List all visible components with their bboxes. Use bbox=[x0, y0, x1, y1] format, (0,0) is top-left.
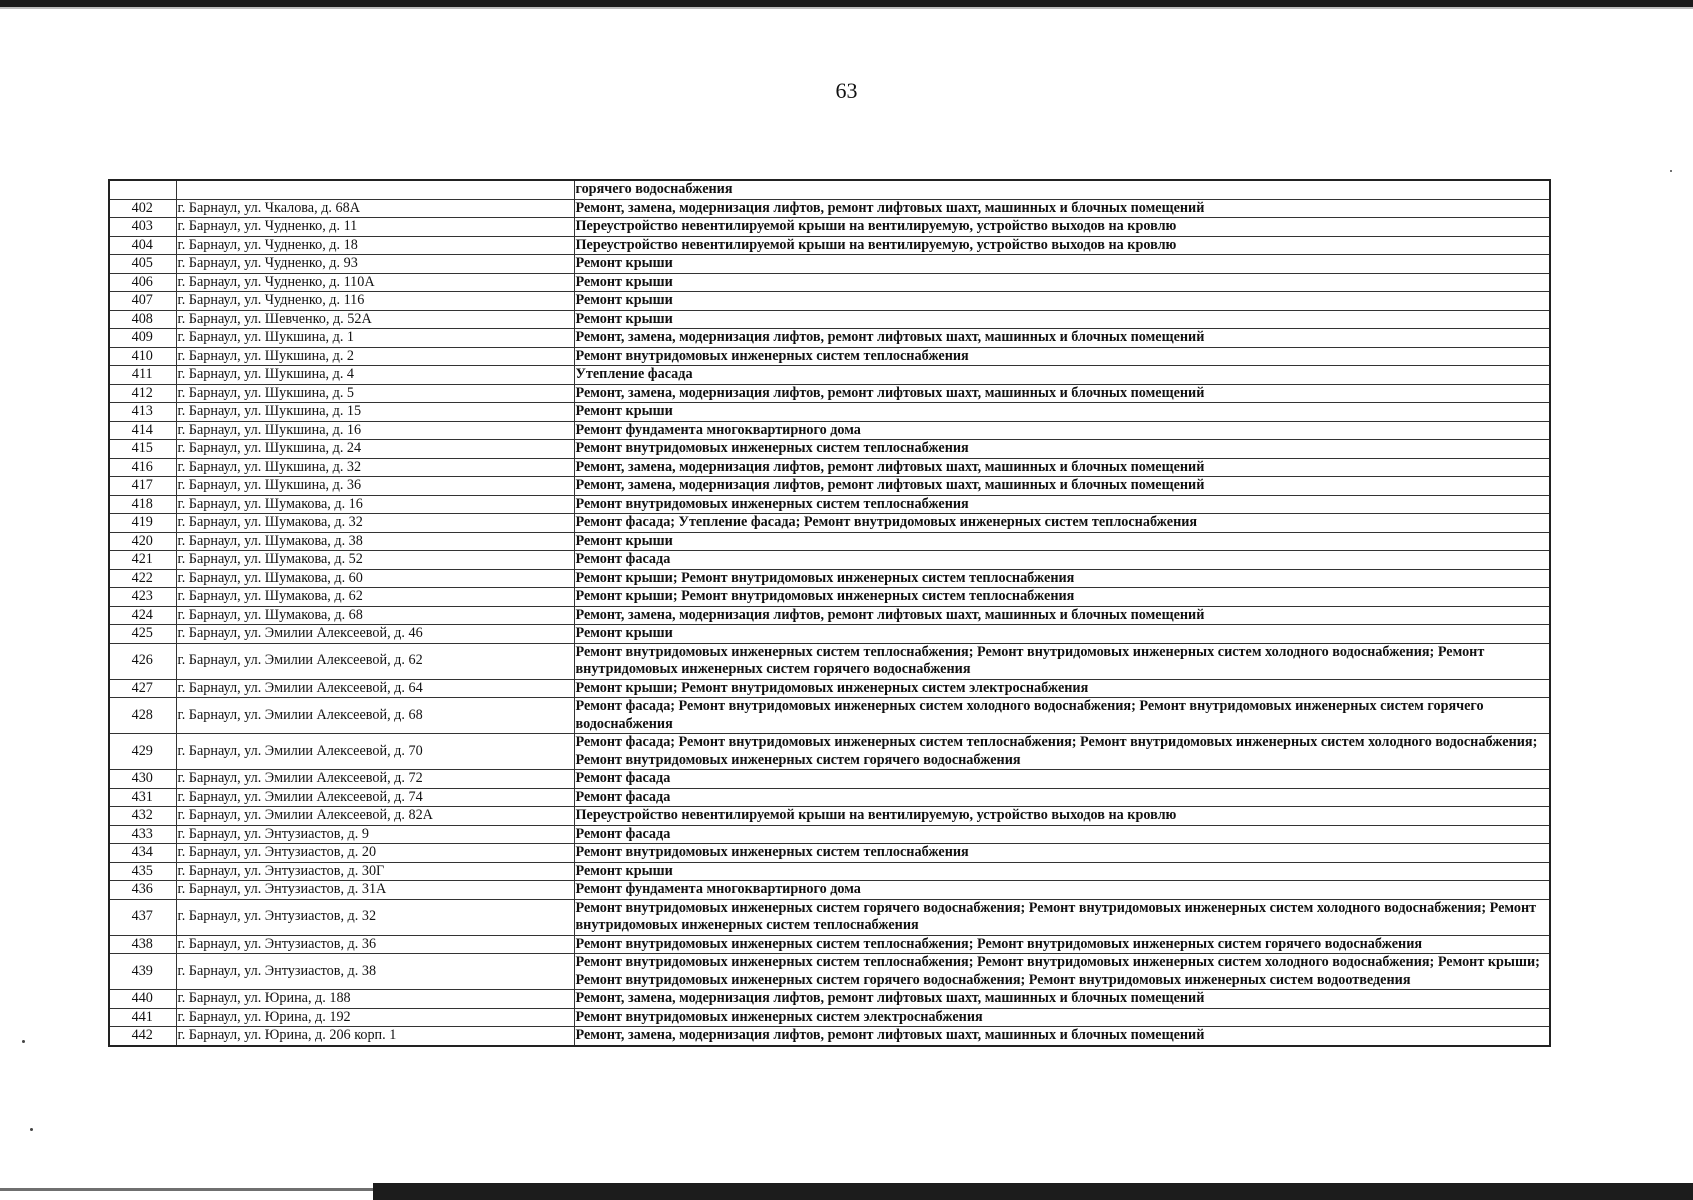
table-row bbox=[109, 440, 1550, 459]
table-row bbox=[109, 273, 1550, 292]
row-work-type: Ремонт крыши bbox=[574, 255, 1550, 274]
row-address: г. Барнаул, ул. Чкалова, д. 68А bbox=[176, 199, 574, 218]
table-row bbox=[109, 458, 1550, 477]
scan-edge-top-shadow bbox=[0, 7, 1693, 9]
row-address: г. Барнаул, ул. Шукшина, д. 4 bbox=[176, 366, 574, 385]
row-address: г. Барнаул, ул. Чудненко, д. 93 bbox=[176, 255, 574, 274]
row-number: 412 bbox=[109, 384, 176, 403]
row-address: г. Барнаул, ул. Эмилии Алексеевой, д. 68 bbox=[176, 698, 574, 734]
row-number: 417 bbox=[109, 477, 176, 496]
table-row bbox=[109, 606, 1550, 625]
table-row bbox=[109, 403, 1550, 422]
table-row bbox=[109, 495, 1550, 514]
table-row bbox=[109, 734, 1550, 770]
row-address: г. Барнаул, ул. Шумакова, д. 62 bbox=[176, 588, 574, 607]
row-address: г. Барнаул, ул. Шукшина, д. 15 bbox=[176, 403, 574, 422]
scan-edge-bottom-shadow bbox=[373, 1183, 1693, 1200]
scan-edge-top bbox=[0, 0, 1693, 7]
table-row bbox=[109, 862, 1550, 881]
row-address: г. Барнаул, ул. Чудненко, д. 11 bbox=[176, 218, 574, 237]
row-work-type: Ремонт, замена, модернизация лифтов, ремонт лифтовых шахт, машинных и блочных помещений bbox=[574, 1027, 1550, 1046]
page-number: 63 bbox=[835, 78, 858, 103]
row-work-type: Ремонт крыши; Ремонт внутридомовых инженерных систем теплоснабжения bbox=[574, 569, 1550, 588]
row-address: г. Барнаул, ул. Юрина, д. 206 корп. 1 bbox=[176, 1027, 574, 1046]
table-row bbox=[109, 421, 1550, 440]
scan-edge-bottom-line bbox=[0, 1188, 380, 1191]
row-address: г. Барнаул, ул. Эмилии Алексеевой, д. 72 bbox=[176, 770, 574, 789]
row-number: 428 bbox=[109, 698, 176, 734]
row-work-type: Ремонт, замена, модернизация лифтов, ремонт лифтовых шахт, машинных и блочных помещений bbox=[574, 199, 1550, 218]
row-address: г. Барнаул, ул. Шукшина, д. 1 bbox=[176, 329, 574, 348]
row-number: 434 bbox=[109, 844, 176, 863]
table-row bbox=[109, 255, 1550, 274]
row-number: 410 bbox=[109, 347, 176, 366]
row-number: 404 bbox=[109, 236, 176, 255]
row-address: г. Барнаул, ул. Шукшина, д. 16 bbox=[176, 421, 574, 440]
row-number: 403 bbox=[109, 218, 176, 237]
row-number: 433 bbox=[109, 825, 176, 844]
row-work-type: Ремонт, замена, модернизация лифтов, ремонт лифтовых шахт, машинных и блочных помещений bbox=[574, 329, 1550, 348]
row-number: 436 bbox=[109, 881, 176, 900]
row-number: 407 bbox=[109, 292, 176, 311]
table-row bbox=[109, 310, 1550, 329]
row-number: 402 bbox=[109, 199, 176, 218]
row-number: 424 bbox=[109, 606, 176, 625]
row-number: 406 bbox=[109, 273, 176, 292]
row-work-type: Переустройство невентилируемой крыши на вентилируемую, устройство выходов на кровлю bbox=[574, 236, 1550, 255]
repair-register-table bbox=[108, 179, 1551, 1047]
row-number: 421 bbox=[109, 551, 176, 570]
row-work-type: Ремонт фасада; Ремонт внутридомовых инженерных систем теплоснабжения; Ремонт внутридомовых инженерных систем холодного водоснабжения; Ремонт внутридомовых инженерных систем горячего водоснабжения bbox=[574, 734, 1550, 770]
table-row bbox=[109, 1008, 1550, 1027]
row-address: г. Барнаул, ул. Энтузиастов, д. 30Г bbox=[176, 862, 574, 881]
row-number: 438 bbox=[109, 935, 176, 954]
table-row bbox=[109, 236, 1550, 255]
row-number: 425 bbox=[109, 625, 176, 644]
table-row bbox=[109, 514, 1550, 533]
row-address: г. Барнаул, ул. Шукшина, д. 36 bbox=[176, 477, 574, 496]
row-address: г. Барнаул, ул. Шукшина, д. 32 bbox=[176, 458, 574, 477]
row-number: 408 bbox=[109, 310, 176, 329]
row-number bbox=[109, 180, 176, 199]
row-address: г. Барнаул, ул. Шумакова, д. 68 bbox=[176, 606, 574, 625]
table-row bbox=[109, 180, 1550, 199]
row-address: г. Барнаул, ул. Чудненко, д. 18 bbox=[176, 236, 574, 255]
row-number: 419 bbox=[109, 514, 176, 533]
row-address: г. Барнаул, ул. Шукшина, д. 5 bbox=[176, 384, 574, 403]
table-row bbox=[109, 899, 1550, 935]
row-work-type: Ремонт внутридомовых инженерных систем теплоснабжения; Ремонт внутридомовых инженерных систем холодного водоснабжения; Ремонт внутридомовых инженерных систем горячего водоснабжения bbox=[574, 643, 1550, 679]
table-body bbox=[109, 180, 1550, 1046]
table-row bbox=[109, 825, 1550, 844]
row-address: г. Барнаул, ул. Юрина, д. 192 bbox=[176, 1008, 574, 1027]
row-number: 439 bbox=[109, 954, 176, 990]
row-work-type: Ремонт фундамента многоквартирного дома bbox=[574, 421, 1550, 440]
table-row bbox=[109, 643, 1550, 679]
row-number: 430 bbox=[109, 770, 176, 789]
row-address bbox=[176, 180, 574, 199]
row-address: г. Барнаул, ул. Шумакова, д. 52 bbox=[176, 551, 574, 570]
row-work-type: Ремонт внутридомовых инженерных систем теплоснабжения bbox=[574, 347, 1550, 366]
table-row bbox=[109, 679, 1550, 698]
row-address: г. Барнаул, ул. Энтузиастов, д. 31А bbox=[176, 881, 574, 900]
row-work-type: Ремонт, замена, модернизация лифтов, ремонт лифтовых шахт, машинных и блочных помещений bbox=[574, 606, 1550, 625]
row-work-type: Ремонт внутридомовых инженерных систем электроснабжения bbox=[574, 1008, 1550, 1027]
row-address: г. Барнаул, ул. Энтузиастов, д. 32 bbox=[176, 899, 574, 935]
row-work-type: Ремонт, замена, модернизация лифтов, ремонт лифтовых шахт, машинных и блочных помещений bbox=[574, 458, 1550, 477]
table-row bbox=[109, 569, 1550, 588]
table-row bbox=[109, 807, 1550, 826]
table-row bbox=[109, 1027, 1550, 1046]
row-number: 409 bbox=[109, 329, 176, 348]
row-work-type: Ремонт фасада bbox=[574, 770, 1550, 789]
row-address: г. Барнаул, ул. Шукшина, д. 24 bbox=[176, 440, 574, 459]
scan-speck bbox=[22, 1040, 25, 1043]
row-work-type: Ремонт крыши bbox=[574, 403, 1550, 422]
row-address: г. Барнаул, ул. Эмилии Алексеевой, д. 62 bbox=[176, 643, 574, 679]
row-number: 405 bbox=[109, 255, 176, 274]
row-number: 426 bbox=[109, 643, 176, 679]
scan-edge-bottom bbox=[0, 1180, 1693, 1200]
row-address: г. Барнаул, ул. Шукшина, д. 2 bbox=[176, 347, 574, 366]
row-work-type: Ремонт крыши bbox=[574, 625, 1550, 644]
scan-speck bbox=[1670, 170, 1672, 172]
row-address: г. Барнаул, ул. Юрина, д. 188 bbox=[176, 990, 574, 1009]
row-work-type: горячего водоснабжения bbox=[574, 180, 1550, 199]
row-address: г. Барнаул, ул. Энтузиастов, д. 9 bbox=[176, 825, 574, 844]
row-number: 432 bbox=[109, 807, 176, 826]
table-row bbox=[109, 788, 1550, 807]
row-work-type: Утепление фасада bbox=[574, 366, 1550, 385]
row-address: г. Барнаул, ул. Эмилии Алексеевой, д. 64 bbox=[176, 679, 574, 698]
row-number: 427 bbox=[109, 679, 176, 698]
row-work-type: Ремонт, замена, модернизация лифтов, ремонт лифтовых шахт, машинных и блочных помещений bbox=[574, 990, 1550, 1009]
table-row bbox=[109, 218, 1550, 237]
row-address: г. Барнаул, ул. Шумакова, д. 16 bbox=[176, 495, 574, 514]
row-work-type: Ремонт крыши; Ремонт внутридомовых инженерных систем теплоснабжения bbox=[574, 588, 1550, 607]
table-row bbox=[109, 551, 1550, 570]
table-row bbox=[109, 329, 1550, 348]
row-address: г. Барнаул, ул. Эмилии Алексеевой, д. 70 bbox=[176, 734, 574, 770]
row-work-type: Ремонт, замена, модернизация лифтов, ремонт лифтовых шахт, машинных и блочных помещений bbox=[574, 384, 1550, 403]
row-address: г. Барнаул, ул. Чудненко, д. 116 bbox=[176, 292, 574, 311]
table-row bbox=[109, 532, 1550, 551]
row-address: г. Барнаул, ул. Эмилии Алексеевой, д. 82А bbox=[176, 807, 574, 826]
row-work-type: Ремонт внутридомовых инженерных систем горячего водоснабжения; Ремонт внутридомовых инженерных систем холодного водоснабжения; Ремонт внутридомовых инженерных систем теплоснабжения bbox=[574, 899, 1550, 935]
row-work-type: Ремонт крыши; Ремонт внутридомовых инженерных систем электроснабжения bbox=[574, 679, 1550, 698]
row-number: 429 bbox=[109, 734, 176, 770]
row-address: г. Барнаул, ул. Эмилии Алексеевой, д. 46 bbox=[176, 625, 574, 644]
row-number: 416 bbox=[109, 458, 176, 477]
row-work-type: Ремонт крыши bbox=[574, 273, 1550, 292]
row-work-type: Ремонт крыши bbox=[574, 862, 1550, 881]
row-number: 442 bbox=[109, 1027, 176, 1046]
row-number: 435 bbox=[109, 862, 176, 881]
row-work-type: Ремонт фасада; Ремонт внутридомовых инженерных систем холодного водоснабжения; Ремонт внутридомовых инженерных систем горячего водоснабжения bbox=[574, 698, 1550, 734]
table-row bbox=[109, 292, 1550, 311]
row-address: г. Барнаул, ул. Эмилии Алексеевой, д. 74 bbox=[176, 788, 574, 807]
row-number: 415 bbox=[109, 440, 176, 459]
table-row bbox=[109, 770, 1550, 789]
row-work-type: Ремонт фасада bbox=[574, 825, 1550, 844]
row-work-type: Ремонт внутридомовых инженерных систем теплоснабжения bbox=[574, 440, 1550, 459]
row-work-type: Ремонт фасада; Утепление фасада; Ремонт внутридомовых инженерных систем теплоснабжения bbox=[574, 514, 1550, 533]
row-address: г. Барнаул, ул. Шумакова, д. 32 bbox=[176, 514, 574, 533]
table-row bbox=[109, 881, 1550, 900]
table-row bbox=[109, 384, 1550, 403]
row-work-type: Ремонт внутридомовых инженерных систем теплоснабжения bbox=[574, 844, 1550, 863]
row-number: 437 bbox=[109, 899, 176, 935]
table-row bbox=[109, 347, 1550, 366]
row-number: 420 bbox=[109, 532, 176, 551]
row-work-type: Ремонт внутридомовых инженерных систем теплоснабжения; Ремонт внутридомовых инженерных систем холодного водоснабжения; Ремонт крыши; Ремонт внутридомовых инженерных систем горячего водоснабжения; Ремонт внутридомовых инженерных систем водоотведения bbox=[574, 954, 1550, 990]
table-row bbox=[109, 698, 1550, 734]
row-address: г. Барнаул, ул. Чудненко, д. 110А bbox=[176, 273, 574, 292]
row-work-type: Ремонт крыши bbox=[574, 310, 1550, 329]
row-number: 422 bbox=[109, 569, 176, 588]
row-address: г. Барнаул, ул. Энтузиастов, д. 20 bbox=[176, 844, 574, 863]
row-number: 431 bbox=[109, 788, 176, 807]
row-address: г. Барнаул, ул. Шумакова, д. 38 bbox=[176, 532, 574, 551]
table-row bbox=[109, 990, 1550, 1009]
row-work-type: Ремонт внутридомовых инженерных систем теплоснабжения; Ремонт внутридомовых инженерных систем горячего водоснабжения bbox=[574, 935, 1550, 954]
row-number: 413 bbox=[109, 403, 176, 422]
row-work-type: Ремонт, замена, модернизация лифтов, ремонт лифтовых шахт, машинных и блочных помещений bbox=[574, 477, 1550, 496]
row-address: г. Барнаул, ул. Шумакова, д. 60 bbox=[176, 569, 574, 588]
row-work-type: Переустройство невентилируемой крыши на вентилируемую, устройство выходов на кровлю bbox=[574, 807, 1550, 826]
row-address: г. Барнаул, ул. Шевченко, д. 52А bbox=[176, 310, 574, 329]
table-row bbox=[109, 366, 1550, 385]
table-row bbox=[109, 954, 1550, 990]
row-work-type: Ремонт фасада bbox=[574, 551, 1550, 570]
table-row bbox=[109, 935, 1550, 954]
row-number: 423 bbox=[109, 588, 176, 607]
table-row bbox=[109, 625, 1550, 644]
table-row bbox=[109, 844, 1550, 863]
row-number: 441 bbox=[109, 1008, 176, 1027]
row-number: 418 bbox=[109, 495, 176, 514]
scan-speck bbox=[30, 1128, 33, 1131]
row-work-type: Ремонт внутридомовых инженерных систем теплоснабжения bbox=[574, 495, 1550, 514]
table-row bbox=[109, 199, 1550, 218]
row-address: г. Барнаул, ул. Энтузиастов, д. 38 bbox=[176, 954, 574, 990]
row-work-type: Ремонт крыши bbox=[574, 292, 1550, 311]
row-number: 414 bbox=[109, 421, 176, 440]
row-address: г. Барнаул, ул. Энтузиастов, д. 36 bbox=[176, 935, 574, 954]
row-work-type: Ремонт фундамента многоквартирного дома bbox=[574, 881, 1550, 900]
row-work-type: Переустройство невентилируемой крыши на вентилируемую, устройство выходов на кровлю bbox=[574, 218, 1550, 237]
table-row bbox=[109, 588, 1550, 607]
row-number: 411 bbox=[109, 366, 176, 385]
row-number: 440 bbox=[109, 990, 176, 1009]
row-work-type: Ремонт фасада bbox=[574, 788, 1550, 807]
row-work-type: Ремонт крыши bbox=[574, 532, 1550, 551]
table-row bbox=[109, 477, 1550, 496]
